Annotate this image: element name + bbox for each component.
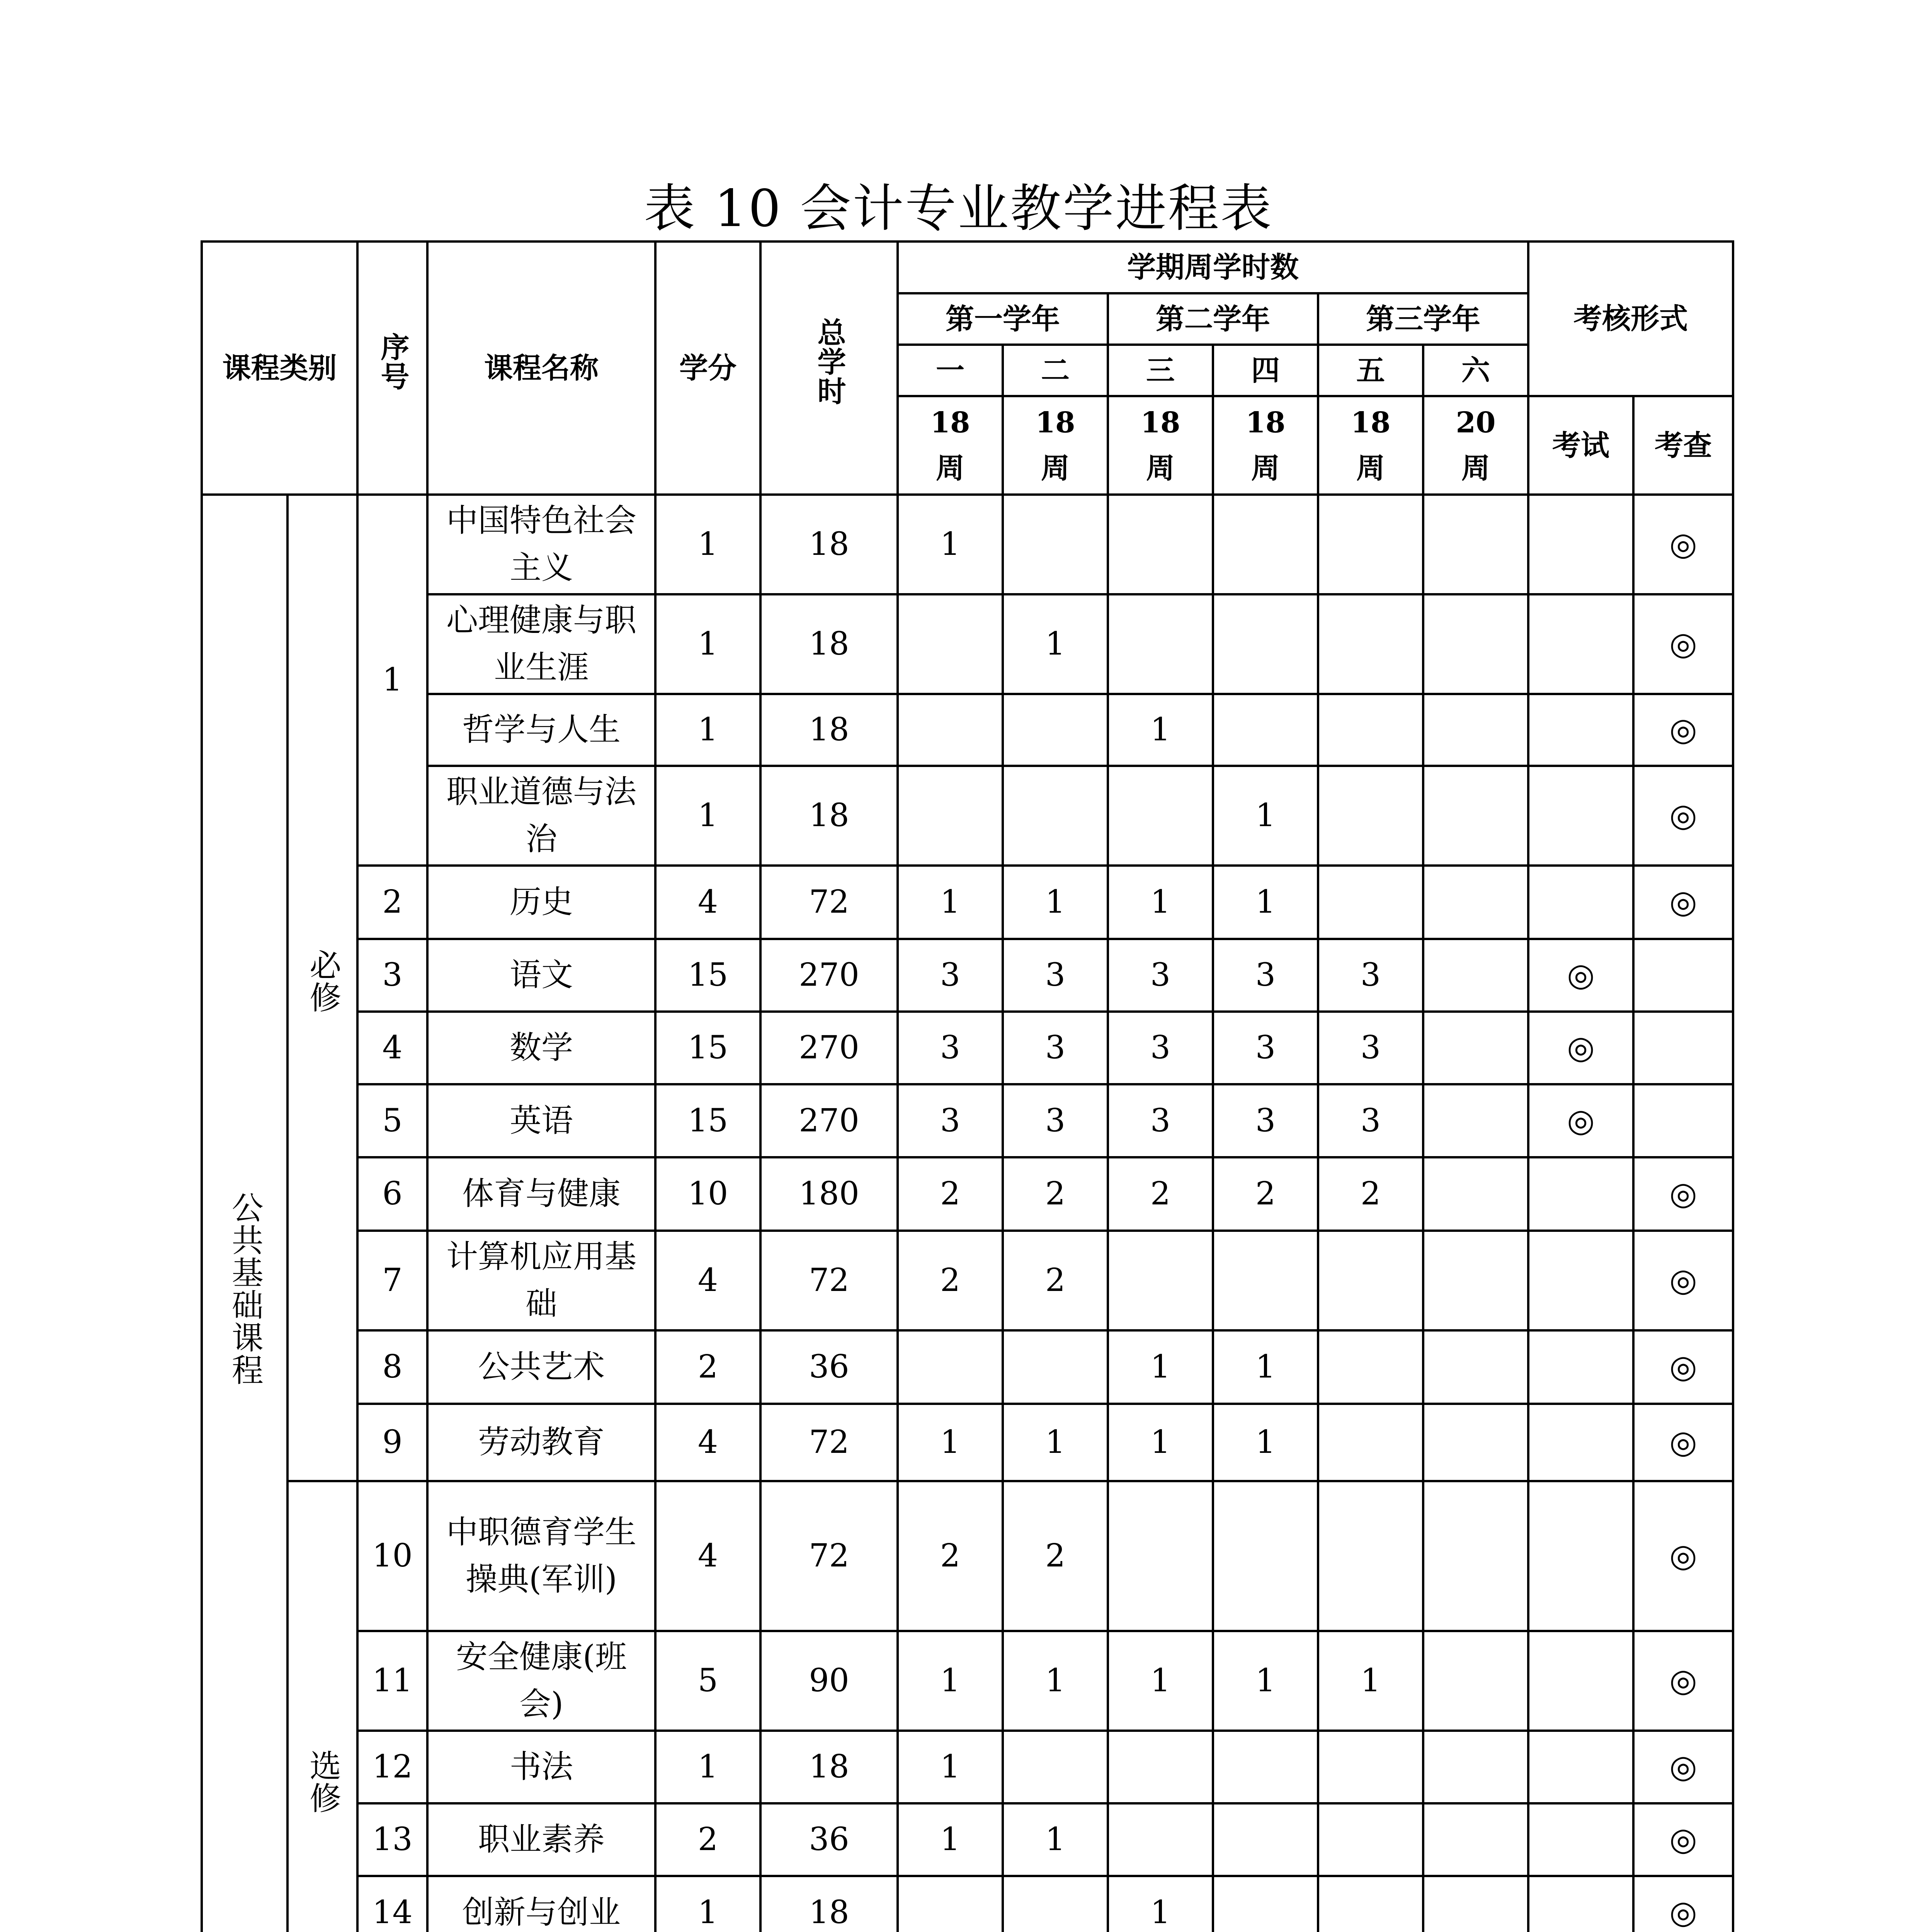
term-2-hours xyxy=(1003,495,1108,594)
term-3-hours: 1 xyxy=(1108,1631,1213,1731)
term-4-hours: 3 xyxy=(1213,1084,1318,1157)
credits-cell: 4 xyxy=(655,1404,760,1481)
term-6-hours xyxy=(1423,1631,1528,1731)
check-mark: ◎ xyxy=(1633,1731,1733,1803)
header-year-1: 第一学年 xyxy=(898,293,1108,345)
term-6-hours xyxy=(1423,594,1528,694)
table-row xyxy=(202,1404,1733,1481)
seq-cell: 3 xyxy=(357,939,427,1012)
term-1-hours: 1 xyxy=(898,866,1003,939)
credits-cell: 1 xyxy=(655,1731,760,1803)
credits-cell: 15 xyxy=(655,1084,760,1157)
term-6-hours xyxy=(1423,495,1528,594)
exam-mark xyxy=(1528,1157,1633,1231)
term-2-hours: 1 xyxy=(1003,1631,1108,1731)
term-1-hours: 2 xyxy=(898,1481,1003,1631)
table-row xyxy=(202,594,1733,694)
header-year-3: 第三学年 xyxy=(1318,293,1528,345)
exam-mark xyxy=(1528,1876,1633,1932)
header-year-2: 第二学年 xyxy=(1108,293,1318,345)
term-3-hours xyxy=(1108,495,1213,594)
course-name: 职业素养 xyxy=(427,1803,655,1876)
hours-cell: 72 xyxy=(760,1404,898,1481)
check-mark: ◎ xyxy=(1633,1631,1733,1731)
credits-cell: 1 xyxy=(655,694,760,766)
check-mark: ◎ xyxy=(1633,1481,1733,1631)
hours-cell: 18 xyxy=(760,1876,898,1932)
term-2-hours: 2 xyxy=(1003,1157,1108,1231)
table-row xyxy=(202,1330,1733,1404)
header-term-6: 六 xyxy=(1423,345,1528,396)
credits-cell: 1 xyxy=(655,594,760,694)
table-row xyxy=(202,1803,1733,1876)
check-mark: ◎ xyxy=(1633,866,1733,939)
term-6-hours xyxy=(1423,1404,1528,1481)
exam-mark xyxy=(1528,495,1633,594)
header-weeks-3: 18周 xyxy=(1108,396,1213,495)
table-row xyxy=(202,939,1733,1012)
check-mark xyxy=(1633,1012,1733,1084)
hours-cell: 18 xyxy=(760,495,898,594)
term-4-hours xyxy=(1213,1231,1318,1330)
seq-cell: 11 xyxy=(357,1631,427,1731)
header-course-name: 课程名称 xyxy=(427,242,655,495)
term-5-hours xyxy=(1318,866,1423,939)
header-term-1: 一 xyxy=(898,345,1003,396)
term-5-hours xyxy=(1318,1731,1423,1803)
seq-cell: 14 xyxy=(357,1876,427,1932)
header-credits: 学分 xyxy=(655,242,760,495)
course-name: 安全健康(班会) xyxy=(427,1631,655,1731)
credits-cell: 10 xyxy=(655,1157,760,1231)
term-6-hours xyxy=(1423,1481,1528,1631)
course-name: 职业道德与法治 xyxy=(427,766,655,866)
term-3-hours: 1 xyxy=(1108,1404,1213,1481)
header-term-5: 五 xyxy=(1318,345,1423,396)
hours-cell: 180 xyxy=(760,1157,898,1231)
term-1-hours xyxy=(898,1330,1003,1404)
exam-mark: ◎ xyxy=(1528,939,1633,1012)
seq-cell: 7 xyxy=(357,1231,427,1330)
header-term-2: 二 xyxy=(1003,345,1108,396)
term-3-hours: 3 xyxy=(1108,1012,1213,1084)
term-1-hours: 1 xyxy=(898,495,1003,594)
term-6-hours xyxy=(1423,1876,1528,1932)
hours-cell: 18 xyxy=(760,1731,898,1803)
category-public-basic: 公共基础课程 xyxy=(202,495,287,1932)
seq-cell: 1 xyxy=(357,495,427,866)
hours-cell: 90 xyxy=(760,1631,898,1731)
term-2-hours xyxy=(1003,694,1108,766)
exam-mark xyxy=(1528,866,1633,939)
subcategory-elective: 选修 xyxy=(287,1481,357,1932)
header-term-4: 四 xyxy=(1213,345,1318,396)
credits-cell: 5 xyxy=(655,1631,760,1731)
term-1-hours: 1 xyxy=(898,1631,1003,1731)
table-row xyxy=(202,1481,1733,1631)
term-6-hours xyxy=(1423,939,1528,1012)
exam-mark xyxy=(1528,1481,1633,1631)
term-1-hours xyxy=(898,766,1003,866)
seq-cell: 9 xyxy=(357,1404,427,1481)
course-name: 体育与健康 xyxy=(427,1157,655,1231)
table-row xyxy=(202,1231,1733,1330)
term-4-hours xyxy=(1213,495,1318,594)
check-mark xyxy=(1633,1084,1733,1157)
course-name: 计算机应用基础 xyxy=(427,1231,655,1330)
term-1-hours: 1 xyxy=(898,1803,1003,1876)
header-assessment: 考核形式 xyxy=(1528,242,1733,396)
term-3-hours xyxy=(1108,1481,1213,1631)
check-mark: ◎ xyxy=(1633,495,1733,594)
exam-mark: ◎ xyxy=(1528,1012,1633,1084)
hours-cell: 270 xyxy=(760,1012,898,1084)
exam-mark xyxy=(1528,694,1633,766)
term-3-hours xyxy=(1108,1231,1213,1330)
table-row xyxy=(202,866,1733,939)
term-4-hours: 1 xyxy=(1213,1404,1318,1481)
hours-cell: 18 xyxy=(760,766,898,866)
course-name: 历史 xyxy=(427,866,655,939)
table-row xyxy=(202,1876,1733,1932)
check-mark: ◎ xyxy=(1633,1157,1733,1231)
term-2-hours: 3 xyxy=(1003,1084,1108,1157)
term-4-hours xyxy=(1213,1876,1318,1932)
term-3-hours xyxy=(1108,1803,1213,1876)
hours-cell: 36 xyxy=(760,1803,898,1876)
term-6-hours xyxy=(1423,1330,1528,1404)
header-weeks-4: 18周 xyxy=(1213,396,1318,495)
check-mark: ◎ xyxy=(1633,1330,1733,1404)
header-weekly-hours: 学期周学时数 xyxy=(898,242,1528,293)
term-3-hours: 3 xyxy=(1108,1084,1213,1157)
check-mark xyxy=(1633,939,1733,1012)
check-mark: ◎ xyxy=(1633,1876,1733,1932)
term-6-hours xyxy=(1423,766,1528,866)
term-2-hours: 2 xyxy=(1003,1481,1108,1631)
term-2-hours: 1 xyxy=(1003,594,1108,694)
term-4-hours xyxy=(1213,1481,1318,1631)
seq-cell: 8 xyxy=(357,1330,427,1404)
check-mark: ◎ xyxy=(1633,1803,1733,1876)
term-4-hours xyxy=(1213,1731,1318,1803)
hours-cell: 36 xyxy=(760,1330,898,1404)
seq-cell: 6 xyxy=(357,1157,427,1231)
term-3-hours xyxy=(1108,1731,1213,1803)
header-check: 考查 xyxy=(1633,396,1733,495)
table-row xyxy=(202,1731,1733,1803)
term-5-hours xyxy=(1318,1876,1423,1932)
hours-cell: 72 xyxy=(760,1481,898,1631)
term-2-hours: 2 xyxy=(1003,1231,1108,1330)
term-5-hours xyxy=(1318,594,1423,694)
term-4-hours: 1 xyxy=(1213,1330,1318,1404)
check-mark: ◎ xyxy=(1633,766,1733,866)
table-row xyxy=(202,495,1733,594)
term-4-hours: 1 xyxy=(1213,1631,1318,1731)
term-1-hours: 3 xyxy=(898,1084,1003,1157)
term-5-hours: 3 xyxy=(1318,1012,1423,1084)
header-weeks-6: 20周 xyxy=(1423,396,1528,495)
course-name: 创新与创业 xyxy=(427,1876,655,1932)
term-6-hours xyxy=(1423,1012,1528,1084)
term-5-hours xyxy=(1318,1481,1423,1631)
term-1-hours: 1 xyxy=(898,1731,1003,1803)
credits-cell: 1 xyxy=(655,1876,760,1932)
exam-mark xyxy=(1528,1330,1633,1404)
term-3-hours: 3 xyxy=(1108,939,1213,1012)
term-6-hours xyxy=(1423,1084,1528,1157)
term-2-hours: 3 xyxy=(1003,939,1108,1012)
term-4-hours xyxy=(1213,594,1318,694)
course-name: 心理健康与职业生涯 xyxy=(427,594,655,694)
term-5-hours xyxy=(1318,1404,1423,1481)
seq-cell: 2 xyxy=(357,866,427,939)
course-name: 公共艺术 xyxy=(427,1330,655,1404)
course-name: 数学 xyxy=(427,1012,655,1084)
term-4-hours xyxy=(1213,1803,1318,1876)
hours-cell: 72 xyxy=(760,866,898,939)
term-5-hours: 2 xyxy=(1318,1157,1423,1231)
term-2-hours xyxy=(1003,766,1108,866)
term-1-hours: 2 xyxy=(898,1231,1003,1330)
exam-mark xyxy=(1528,1231,1633,1330)
seq-cell: 13 xyxy=(357,1803,427,1876)
term-3-hours: 1 xyxy=(1108,866,1213,939)
term-3-hours xyxy=(1108,766,1213,866)
course-name: 哲学与人生 xyxy=(427,694,655,766)
term-4-hours: 3 xyxy=(1213,1012,1318,1084)
term-6-hours xyxy=(1423,1803,1528,1876)
header-weeks-5: 18周 xyxy=(1318,396,1423,495)
term-5-hours xyxy=(1318,1231,1423,1330)
term-2-hours: 1 xyxy=(1003,1404,1108,1481)
exam-mark xyxy=(1528,1803,1633,1876)
exam-mark xyxy=(1528,766,1633,866)
header-weeks-2: 18周 xyxy=(1003,396,1108,495)
teaching-schedule-table xyxy=(201,240,1734,1932)
term-4-hours: 1 xyxy=(1213,866,1318,939)
term-5-hours: 3 xyxy=(1318,939,1423,1012)
credits-cell: 4 xyxy=(655,1481,760,1631)
term-1-hours xyxy=(898,1876,1003,1932)
subcategory-required: 必修 xyxy=(287,495,357,1481)
credits-cell: 2 xyxy=(655,1330,760,1404)
term-1-hours: 2 xyxy=(898,1157,1003,1231)
credits-cell: 1 xyxy=(655,766,760,866)
header-exam: 考试 xyxy=(1528,396,1633,495)
term-3-hours: 2 xyxy=(1108,1157,1213,1231)
term-2-hours: 1 xyxy=(1003,866,1108,939)
table-row xyxy=(202,1012,1733,1084)
term-3-hours xyxy=(1108,594,1213,694)
term-4-hours: 2 xyxy=(1213,1157,1318,1231)
term-6-hours xyxy=(1423,1731,1528,1803)
course-name: 中国特色社会主义 xyxy=(427,495,655,594)
credits-cell: 15 xyxy=(655,939,760,1012)
term-6-hours xyxy=(1423,866,1528,939)
course-name: 英语 xyxy=(427,1084,655,1157)
seq-cell: 4 xyxy=(357,1012,427,1084)
course-name: 书法 xyxy=(427,1731,655,1803)
exam-mark xyxy=(1528,1404,1633,1481)
credits-cell: 2 xyxy=(655,1803,760,1876)
term-6-hours xyxy=(1423,1231,1528,1330)
check-mark: ◎ xyxy=(1633,1404,1733,1481)
credits-cell: 4 xyxy=(655,866,760,939)
term-5-hours xyxy=(1318,1803,1423,1876)
exam-mark: ◎ xyxy=(1528,1084,1633,1157)
term-5-hours xyxy=(1318,766,1423,866)
term-2-hours xyxy=(1003,1731,1108,1803)
check-mark: ◎ xyxy=(1633,1231,1733,1330)
term-3-hours: 1 xyxy=(1108,1876,1213,1932)
term-4-hours: 3 xyxy=(1213,939,1318,1012)
term-5-hours xyxy=(1318,694,1423,766)
header-total-hours: 总学时 xyxy=(760,242,898,495)
term-1-hours: 1 xyxy=(898,1404,1003,1481)
term-2-hours xyxy=(1003,1330,1108,1404)
course-name: 劳动教育 xyxy=(427,1404,655,1481)
term-1-hours: 3 xyxy=(898,939,1003,1012)
term-1-hours xyxy=(898,694,1003,766)
term-1-hours xyxy=(898,594,1003,694)
header-term-3: 三 xyxy=(1108,345,1213,396)
table-row xyxy=(202,694,1733,766)
check-mark: ◎ xyxy=(1633,694,1733,766)
hours-cell: 18 xyxy=(760,594,898,694)
course-name: 语文 xyxy=(427,939,655,1012)
term-5-hours xyxy=(1318,1330,1423,1404)
hours-cell: 18 xyxy=(760,694,898,766)
exam-mark xyxy=(1528,594,1633,694)
seq-cell: 12 xyxy=(357,1731,427,1803)
credits-cell: 15 xyxy=(655,1012,760,1084)
course-name: 中职德育学生操典(军训) xyxy=(427,1481,655,1631)
term-3-hours: 1 xyxy=(1108,694,1213,766)
term-5-hours: 3 xyxy=(1318,1084,1423,1157)
header-category: 课程类别 xyxy=(202,242,357,495)
table-row xyxy=(202,1084,1733,1157)
hours-cell: 72 xyxy=(760,1231,898,1330)
term-6-hours xyxy=(1423,1157,1528,1231)
table-row xyxy=(202,766,1733,866)
hours-cell: 270 xyxy=(760,939,898,1012)
term-2-hours: 1 xyxy=(1003,1803,1108,1876)
term-6-hours xyxy=(1423,694,1528,766)
credits-cell: 4 xyxy=(655,1231,760,1330)
seq-cell: 5 xyxy=(357,1084,427,1157)
term-5-hours xyxy=(1318,495,1423,594)
term-5-hours: 1 xyxy=(1318,1631,1423,1731)
seq-cell: 10 xyxy=(357,1481,427,1631)
exam-mark xyxy=(1528,1731,1633,1803)
credits-cell: 1 xyxy=(655,495,760,594)
header-seq: 序号 xyxy=(357,242,427,495)
term-2-hours xyxy=(1003,1876,1108,1932)
table-row xyxy=(202,1631,1733,1731)
header-weeks-1: 18周 xyxy=(898,396,1003,495)
term-1-hours: 3 xyxy=(898,1012,1003,1084)
term-2-hours: 3 xyxy=(1003,1012,1108,1084)
exam-mark xyxy=(1528,1631,1633,1731)
check-mark: ◎ xyxy=(1633,594,1733,694)
hours-cell: 270 xyxy=(760,1084,898,1157)
term-4-hours: 1 xyxy=(1213,766,1318,866)
table-row xyxy=(202,1157,1733,1231)
term-4-hours xyxy=(1213,694,1318,766)
page-title: 表 10 会计专业教学进程表 xyxy=(644,179,1273,238)
term-3-hours: 1 xyxy=(1108,1330,1213,1404)
